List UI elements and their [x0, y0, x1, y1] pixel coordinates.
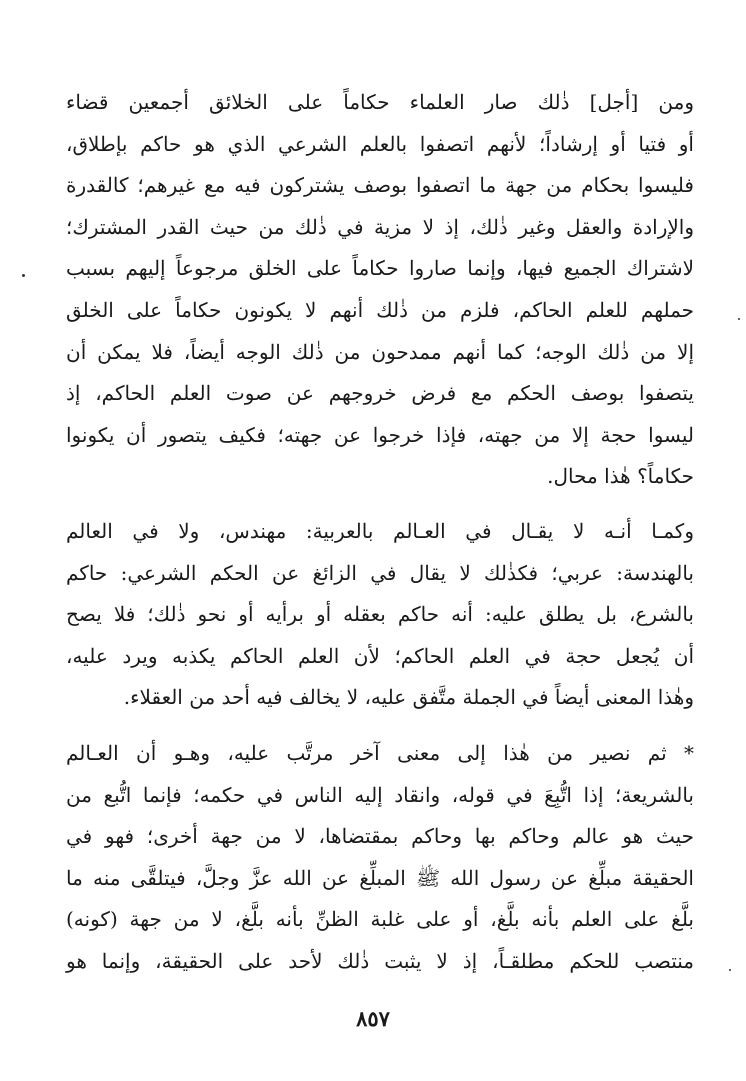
text-line: وكمـا أنـه لا يقـال في العـالم بالعربية: مهندس، ولا في العالم — [66, 518, 694, 543]
text-line: يتصفوا بوصف الحكم مع فرض خروجهم عن صوت العلم الحاكم، إذ — [66, 381, 694, 406]
text-line: والإرادة والعقل وغير ذٰلك، إذ لا مزية في ذٰلك من حيث القدر المشترك؛ — [66, 214, 694, 239]
text-line: بلَّغ على العلم بأنه بلَّغ، أو على غلبة الظنِّ بأنه بلَّغ، لا من جهة (كونه) — [66, 907, 695, 932]
text-line: بالهندسة: عربي؛ فكذٰلك لا يقال في الزائغ عن الحكم الشرعي: حاكم — [66, 560, 694, 585]
text-line: أن يُجعل حجة في العلم الحاكم؛ لأن العلم الحاكم يكذبه ويرد عليه، — [66, 643, 695, 668]
paragraph-1 — [66, 82, 694, 498]
text-line: حكاماً؟ هٰذا محال. — [547, 464, 694, 489]
text-line: منتصب للحكم مطلقـاً، إذ لا يثبت ذٰلك لأحد على الحقيقة، وإنما هو — [66, 948, 694, 973]
text-line: فليسوا بحكام من جهة ما اتصفوا بوصف يشتركون فيه مع غيرهم؛ كالقدرة — [66, 173, 694, 198]
paragraph-3 — [66, 733, 694, 983]
scan-speck — [22, 274, 25, 277]
text-line: لاشتراك الجميع فيها، وإنما صاروا حكاماً على الخلق مرجوعاً إليهم بسبب — [66, 256, 694, 281]
scan-speck — [729, 969, 731, 971]
text-line: ومن [أجل] ذٰلك صار العلماء حكاماً على الخلائق أجمعين قضاء — [66, 90, 694, 114]
page-body — [66, 82, 694, 982]
text-line: بالشريعة؛ إذا اتُّبِعَ في قوله، وانقاد إليه الناس في حكمه؛ فإنما اتُّبع من — [66, 782, 694, 807]
text-line: بالشرع، بل يطلق عليه: أنه حاكم بعقله أو برأيه أو نحو ذٰلك؛ فلا يصح — [66, 602, 694, 627]
page-number: ٨٥٧ — [356, 1006, 390, 1031]
paragraph-2 — [66, 511, 694, 719]
text-line: * ثم نصير من هٰذا إلى معنى آخر مرتَّب عليه، وهـو أن العـالم — [66, 740, 694, 765]
text-line: حيث هو عالم وحاكم بها وحاكم بمقتضاها، لا من جهة أخرى؛ فهو في — [66, 824, 694, 849]
scan-speck — [738, 318, 740, 320]
text-line: أو فتيا أو إرشاداً؛ لأنهم اتصفوا بالعلم الشرعي الذي هو حاكم بإطلاق، — [66, 131, 694, 156]
text-line: حملهم للعلم الحاكم، فلزم من ذٰلك أنهم لا يكونون حكاماً على الخلق — [66, 297, 694, 322]
text-line: الحقيقة مبلِّغ عن رسول الله ﷺ المبلِّغ عن الله عزَّ وجلَّ، فيتلقَّى منه ما — [66, 865, 694, 890]
text-line: ليسوا حجة إلا من جهته، فإذا خرجوا عن جهته؛ فكيف يتصور أن يكونوا — [66, 422, 694, 447]
text-line: وهٰذا المعنى أيضاً في الجملة متَّفق عليه، لا يخالف فيه أحد من العقلاء. — [123, 685, 694, 710]
text-line: إلا من ذٰلك الوجه؛ كما أنهم ممدحون من ذٰلك الوجه أيضاً، فلا يمكن أن — [66, 339, 695, 364]
